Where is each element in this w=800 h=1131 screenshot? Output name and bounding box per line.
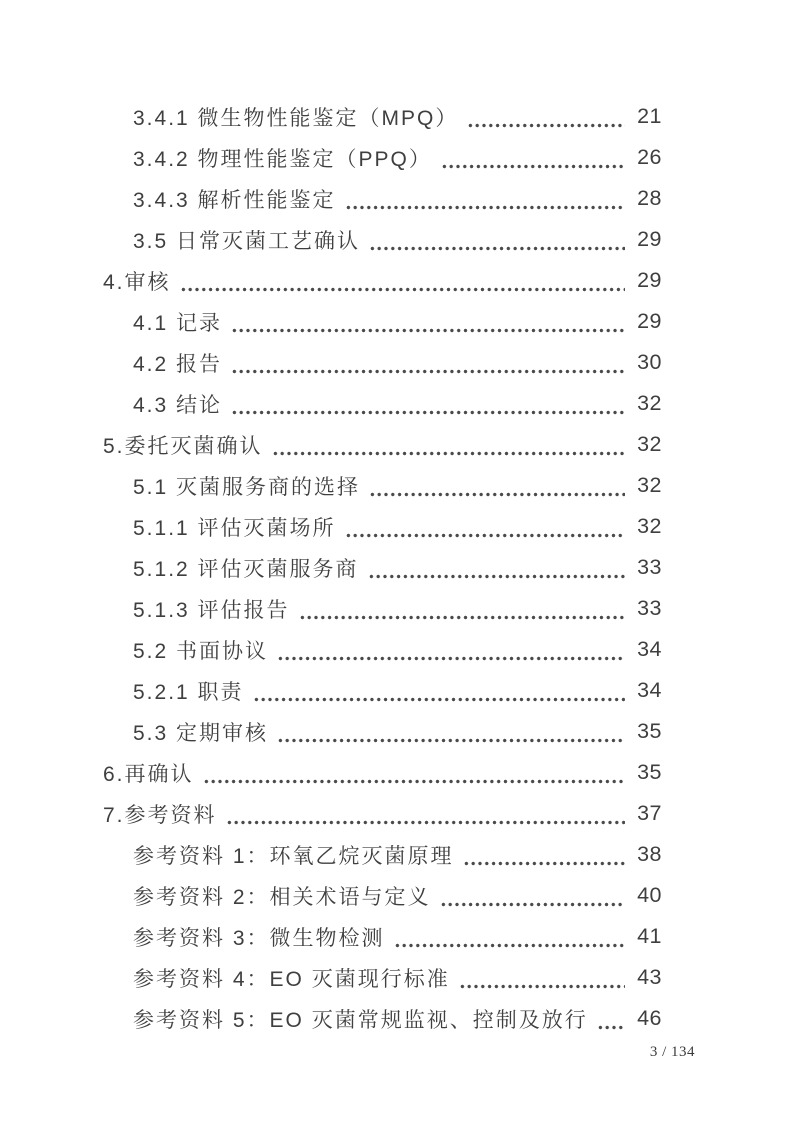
toc-entry-page: 32	[637, 391, 662, 415]
toc-entry[interactable]	[103, 506, 662, 547]
toc-dot-leader	[441, 137, 625, 178]
toc-dot-leader	[345, 178, 625, 219]
toc-entry-label: 4.3 结论	[133, 393, 223, 417]
toc-entry-label: 5.1 灭菌服务商的选择	[133, 475, 361, 499]
toc-entry[interactable]	[103, 588, 662, 629]
toc-entry-page: 29	[637, 227, 662, 251]
toc-entry-page: 32	[637, 473, 662, 497]
toc-entry[interactable]	[103, 629, 662, 670]
toc-entry-label: 5.3 定期审核	[133, 721, 269, 745]
toc-entry-page: 46	[637, 1006, 662, 1030]
toc-entry[interactable]	[103, 178, 662, 219]
toc-entry-label: 5.1.1 评估灭菌场所	[133, 516, 336, 540]
toc-dot-leader	[277, 711, 625, 752]
toc-dot-leader	[345, 506, 625, 547]
toc-dot-leader	[368, 547, 625, 588]
toc-dot-leader	[203, 752, 625, 793]
toc-entry[interactable]	[103, 260, 662, 301]
toc-entry-label: 4.1 记录	[133, 311, 223, 335]
toc-entry-page: 34	[637, 678, 662, 702]
toc-dot-leader	[180, 260, 625, 301]
toc-entry-page: 29	[637, 309, 662, 333]
toc-entry-page: 29	[637, 268, 662, 292]
toc-list	[103, 96, 662, 1039]
toc-entry-page: 34	[637, 637, 662, 661]
toc-entry[interactable]	[103, 219, 662, 260]
toc-entry[interactable]	[103, 342, 662, 383]
toc-entry-label: 3.4.2 物理性能鉴定（PPQ）	[133, 147, 432, 171]
toc-entry-label: 6.再确认	[103, 762, 194, 786]
toc-entry[interactable]	[103, 834, 662, 875]
toc-entry[interactable]	[103, 998, 662, 1039]
toc-entry-label: 5.委托灭菌确认	[103, 434, 263, 458]
toc-entry-label: 3.5 日常灭菌工艺确认	[133, 229, 361, 253]
toc-entry[interactable]	[103, 875, 662, 916]
toc-entry-page: 32	[637, 432, 662, 456]
toc-entry-page: 41	[637, 924, 662, 948]
toc-dot-leader	[369, 219, 625, 260]
toc-dot-leader	[226, 793, 625, 834]
toc-dot-leader	[277, 629, 625, 670]
toc-entry-label: 5.1.3 评估报告	[133, 598, 290, 622]
toc-entry-label: 7.参考资料	[103, 803, 217, 827]
toc-entry-page: 21	[637, 104, 662, 128]
toc-dot-leader	[231, 301, 625, 342]
toc-entry-label: 4.2 报告	[133, 352, 223, 376]
toc-entry-label: 参考资料 2：相关术语与定义	[133, 885, 431, 909]
toc-entry-page: 26	[637, 145, 662, 169]
toc-entry[interactable]	[103, 96, 662, 137]
toc-dot-leader	[463, 834, 625, 875]
toc-dot-leader	[440, 875, 625, 916]
toc-entry[interactable]	[103, 916, 662, 957]
toc-dot-leader	[253, 670, 625, 711]
toc-entry-page: 28	[637, 186, 662, 210]
toc-entry-label: 参考资料 3：微生物检测	[133, 926, 385, 950]
toc-entry[interactable]	[103, 752, 662, 793]
toc-entry-label: 3.4.3 解析性能鉴定	[133, 188, 336, 212]
toc-entry[interactable]	[103, 670, 662, 711]
toc-entry-label: 参考资料 1：环氧乙烷灭菌原理	[133, 844, 454, 868]
toc-dot-leader	[369, 465, 625, 506]
toc-dot-leader	[272, 424, 625, 465]
toc-entry[interactable]	[103, 547, 662, 588]
toc-entry[interactable]	[103, 424, 662, 465]
toc-dot-leader	[467, 96, 625, 137]
toc-entry-label: 参考资料 4：EO 灭菌现行标准	[133, 967, 450, 991]
toc-entry-page: 38	[637, 842, 662, 866]
toc-entry[interactable]	[103, 383, 662, 424]
toc-entry-label: 参考资料 5：EO 灭菌常规监视、控制及放行	[133, 1008, 588, 1032]
toc-entry[interactable]	[103, 793, 662, 834]
toc-entry-label: 5.2 书面协议	[133, 639, 269, 663]
toc-entry-page: 33	[637, 555, 662, 579]
toc-entry-label: 5.1.2 评估灭菌服务商	[133, 557, 359, 581]
toc-entry-page: 30	[637, 350, 662, 374]
toc-entry-page: 32	[637, 514, 662, 538]
toc-entry-label: 5.2.1 职责	[133, 680, 244, 704]
page-number-indicator: 3 / 134	[649, 1044, 695, 1060]
toc-dot-leader	[299, 588, 625, 629]
toc-dot-leader	[394, 916, 625, 957]
toc-entry-label: 3.4.1 微生物性能鉴定（MPQ）	[133, 106, 459, 130]
toc-dot-leader	[231, 342, 625, 383]
toc-entry-page: 33	[637, 596, 662, 620]
toc-entry-label: 4.审核	[103, 270, 171, 294]
toc-entry[interactable]	[103, 711, 662, 752]
toc-dot-leader	[597, 998, 625, 1039]
toc-entry-page: 35	[637, 760, 662, 784]
toc-entry-page: 37	[637, 801, 662, 825]
toc-entry-page: 35	[637, 719, 662, 743]
toc-dot-leader	[231, 383, 625, 424]
toc-entry[interactable]	[103, 301, 662, 342]
toc-entry[interactable]	[103, 957, 662, 998]
toc-entry[interactable]	[103, 465, 662, 506]
toc-entry-page: 43	[637, 965, 662, 989]
toc-dot-leader	[459, 957, 625, 998]
toc-entry[interactable]	[103, 137, 662, 178]
toc-entry-page: 40	[637, 883, 662, 907]
